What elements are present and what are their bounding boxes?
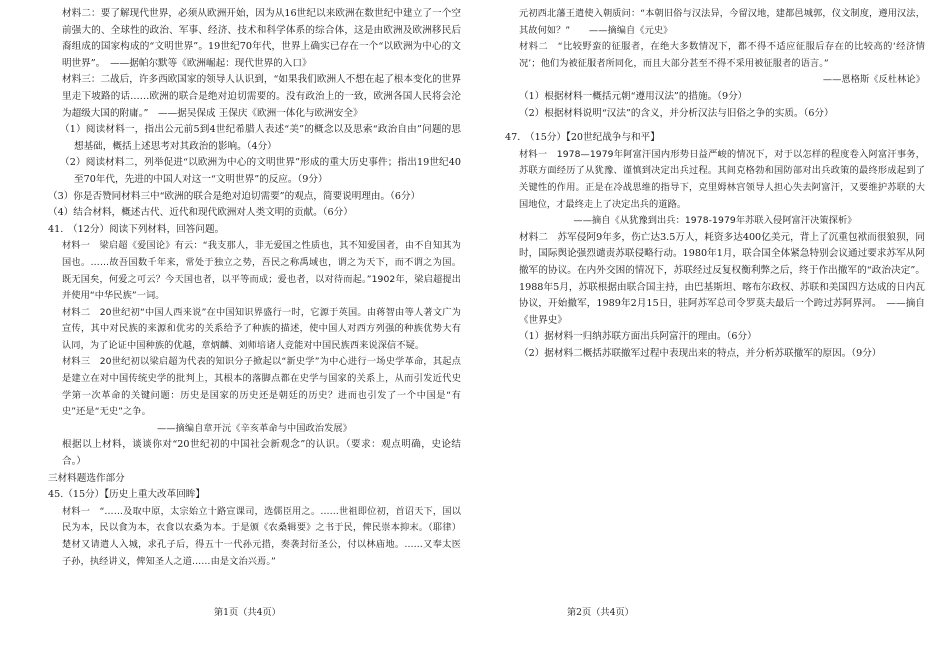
material-2: 材料二：要了解现代世界，必须从欧洲开始，因为从16世纪以来欧洲在数世纪中建立了一个空前强大的、全球性的政治、军事、经济、技术和科学体系的综合体，这是由欧洲及欧洲移民后裔组成的国家构成的“文明世界”。19世纪70年代，世界上确实已存在一个“以欧洲为中心的文明世界”。 ——据帕尔默等《欧洲崛起：现代世界的入口》	[62, 8, 461, 69]
q45-material-1-continued: 元初西北藩王遣使入朝质问：“本朝旧俗与汉法异，今留汉地，建都邑城郭，仪文制度，遵用汉法，其故何如？” ——摘编自《元史》	[519, 8, 925, 36]
q45-question-1: （1）根据材料一概括元朝“遵用汉法”的措施。（9分）	[519, 90, 748, 102]
page-number-left: 第1页（共4页）	[214, 607, 281, 618]
q47-material-1: 材料一 1978—1979年阿富汗国内形势日益严峻的情况下，对于以怎样的程度卷入阿富汗事务，苏联方面经历了从犹豫、谨慎到决定出兵过程。其间克格勃和国防部对出兵政策的最终形成起到了关键性的作用。正是在冷战思维的指导下，克里姆林宫领导人担心失去阿富汗，又要维护苏联的大国地位，才最终走上了决定出兵的道路。	[519, 148, 925, 210]
q41-task: 根据以上材料，谈谈你对“20世纪初的中国社会新观念”的认识。（要求：观点明确，史论结合。）	[62, 439, 461, 468]
q45-question-2: （2）根据材料说明“汉法”的含义，并分析汉法与旧俗之争的实质。（6分）	[519, 107, 834, 119]
question-2: （2）阅读材料二，列举促进“以欧洲为中心的文明世界”形成的重大历史事件；指出19世纪40至70年代，先进的中国人对这一“文明世界”的反应。（9分）	[60, 157, 461, 185]
q47-question-1: （1）据材料一归纳苏联方面出兵阿富汗的理由。（6分）	[519, 331, 757, 343]
q41-material-1: 材料一 梁启超《爱国论》有云：“我支那人，非无爱国之性质也，其不知爱国者，由不自知其为国也。……故吾国数千年来，常处于独立之势，吾民之称禹域也，谓之为天下，而不谓之为国。既无国矣，何爱之可云？今天国也者，以平等而成；爱也者，以对待而起。”1902年，梁启超提出并使用“中华民族”一词。	[62, 240, 461, 302]
optional-section-heading: 三材料题选作部分	[48, 472, 125, 484]
q41-source: ——摘编自章开沅《辛亥革命与中国政治发展》	[156, 422, 353, 434]
right-column	[505, 6, 925, 362]
q47-material-2: 材料二 苏军侵阿9年多，伤亡达3.5万人，耗资多达400亿美元，背上了沉重包袱而很狼狈，同时，国际舆论强烈谴责苏联侵略行动。1980年1月，联合国全体紧急特别会议通过要求苏军从阿撤军的协议。在内外交困的情况下，苏联经过反复权衡利弊之后，终于作出撤军的“政治决定”。1988年5月，苏联根据由联合国主持，由巴基斯坦、喀布尔政权、苏联和美国四方达成的日内瓦协议，开始撤军，1989年2月15日，驻阿苏军总司令罗莫夫最后一个跨过苏阿界河。 ——摘自《世界史》	[519, 231, 925, 326]
left-column	[48, 6, 461, 570]
q45-material-2-source: ——恩格斯《反杜林论》	[822, 74, 925, 86]
q45-material-2: 材料二 “比较野蛮的征服者，在绝大多数情况下，都不得不适应征服后存在的比较高的‘经济情况’；他们为被征服者所同化，而且大部分甚至不得不采用被征服者的语言。”	[519, 41, 925, 69]
question-4: （4）结合材料，概述古代、近代和现代欧洲对人类文明的贡献。（6分）	[48, 207, 353, 219]
right-page	[475, 0, 950, 658]
question-47-heading: 47. （15分）【20世纪战争与和平】	[505, 132, 660, 144]
page-number-right: 第2页（共4页）	[567, 607, 634, 618]
q41-material-2: 材料二 20世纪初“中国人西来说”在中国知识界盛行一时，它源于英国。由蒋智由等人著文广为宣传，其中对民族的来源和优劣的关系给予了种族的描述，使中国人对西方列强的种族优势大有认同，为了论证中国种族的优越，章炳麟、刘师培诸人竞能对中国民族西来说深信不疑。	[62, 306, 461, 351]
question-1: （1）阅读材料一，指出公元前5到4世纪希腊人表述“美”的概念以及思索“政治自由”问题的思想基础，概括上述思考对其政治的影响。（4分）	[60, 124, 461, 152]
question-41-heading: 41. （12分）阅读下列材料，回答问题。	[48, 223, 225, 235]
q41-material-3: 材料三 20世纪初以梁启超为代表的知识分子掀起以“新史学”为中心进行一场史学革命，其起点是建立在对中国传统史学的批判上，其根本的落脚点都在史学与国家的关系上，从而引发近代史学第一次革命的关键问题：历史是国家的历史还是朝廷的历史？进而也引发了一个中国是“有史”还是“无史”之争。	[62, 356, 461, 418]
q47-question-2: （2）据材料二概括苏联撤军过程中表现出来的特点，并分析苏联撤军的原因。（9分）	[519, 347, 882, 359]
question-45-heading: 45.（15分）【历史上重大改革回眸】	[48, 489, 205, 501]
q45-material-1: 材料一 “……及取中原，太宗始立十路宣课司，选儒臣用之。……世祖即位初，首诏天下，国以民为本，民以食为本，衣食以农桑为本。于是颁《农桑辑要》之书于民，俾民崇本抑末。（耶律）楚材又请遣人入城，求孔子后，得五十一代孙元措，奏袭封衍圣公，付以林庙地。……又奉太医子孙，执经讲义，俾知圣人之道……由是文治兴焉。”	[62, 505, 461, 567]
material-3: 材料三：二战后，许多西欧国家的领导人认识到，“如果我们欧洲人不想在起了根本变化的世界里走下坡路的话……欧洲的联合是绝对迫切需要的。没有政治上的一致，欧洲各国人民将会沦为超级大国的附庸。” ——据吴保成 王保庆《欧洲一体化与欧洲安全》	[62, 74, 461, 119]
question-3: （3）你是否赞同材料三中“欧洲的联合是绝对迫切需要”的观点，简要说明理由。（6分）	[48, 190, 421, 202]
q47-material-1-source: ——摘自《从犹豫到出兵：1978-1979年苏联入侵阿富汗决策探析》	[573, 215, 857, 227]
